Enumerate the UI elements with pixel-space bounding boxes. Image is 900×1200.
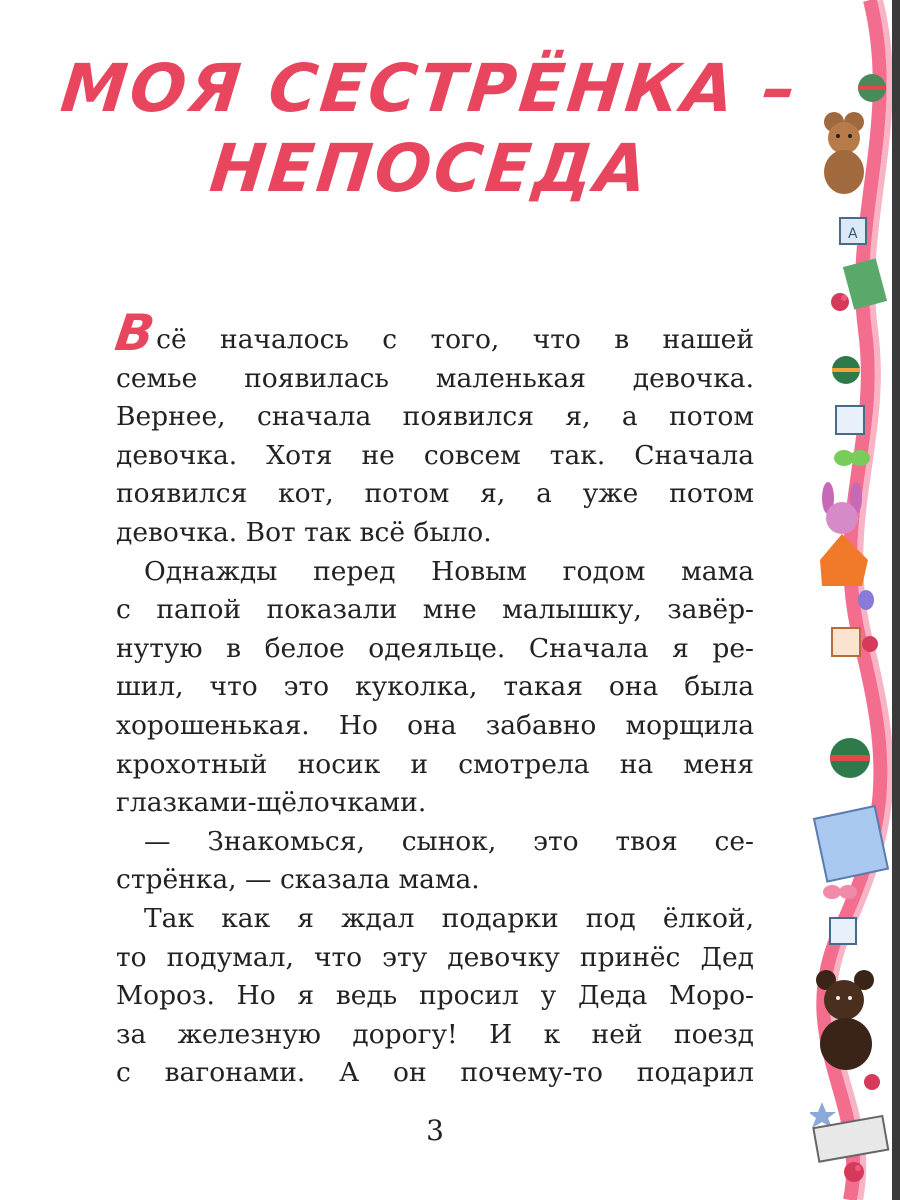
text-line: с папой показали мне малышку, завёр-	[116, 594, 754, 626]
toy-block-icon	[836, 406, 864, 434]
text-line: стрёнка, — сказала мама.	[116, 864, 480, 896]
text-line: Вернее, сначала появился я, а потом	[116, 401, 754, 433]
text-line: сё началось с того, что в нашей	[156, 324, 754, 355]
text-line: то подумал, что эту девочку принёс Дед	[116, 941, 754, 973]
text-line: хорошенькая. Но она забавно морщила	[116, 709, 754, 741]
text-line: девочка. Вот так всё было.	[116, 516, 492, 548]
teddy-bear-icon	[824, 112, 864, 194]
text-line: девочка. Хотя не совсем так. Сначала	[116, 439, 754, 471]
body-text	[111, 304, 754, 1093]
text-line: Так как я ждал подарки под ёлкой,	[144, 902, 754, 934]
butterfly-icon	[823, 885, 857, 899]
text-line: Мороз. Но я ведь просил у Деда Моро-	[116, 980, 754, 1012]
book-icon	[814, 806, 888, 881]
toy-border-decoration	[810, 0, 900, 1200]
text-line: глазками-щёлочками.	[116, 787, 427, 819]
ball-icon	[858, 74, 886, 102]
text-line: шил, что это куколка, такая она была	[116, 671, 754, 703]
text-line: нутую в белое одеяльце. Сначала я ре-	[116, 632, 754, 664]
page-edge	[892, 0, 900, 1200]
raspberry-icon	[864, 1074, 880, 1090]
text-line: Однажды перед Новым годом мама	[144, 555, 754, 587]
ball-icon	[830, 738, 870, 778]
toy-block-icon	[832, 628, 860, 656]
text-line: — Знакомься, сынок, это твоя се-	[144, 825, 754, 857]
butterfly-icon	[834, 450, 870, 466]
page-number: 3	[426, 1114, 444, 1147]
text-line: появился кот, потом я, а уже потом	[116, 478, 754, 510]
book-icon	[843, 258, 887, 309]
svg-text:A: A	[848, 226, 858, 242]
text-line: с вагонами. А он почему-то подарил	[116, 1057, 754, 1089]
paragraph-1	[111, 304, 754, 362]
drop-cap: В	[111, 304, 158, 362]
text-line: семье появилась маленькая девочка.	[116, 362, 754, 394]
title-line-1: МОЯ СЕСТРЁНКА –	[57, 50, 803, 127]
text-line: крохотный носик и смотрела на меня	[116, 748, 754, 780]
raspberry-icon	[862, 636, 878, 652]
ball-icon	[832, 356, 860, 384]
raspberry-icon	[831, 293, 849, 311]
butterfly-icon	[858, 590, 874, 610]
toy-block-icon	[830, 918, 856, 944]
raspberry-icon	[844, 1162, 864, 1182]
toy-block-icon	[840, 218, 866, 244]
title-line-2: НЕПОСЕДА	[206, 130, 654, 207]
text-line: за железную дорогу! И к ней поезд	[116, 1018, 754, 1050]
